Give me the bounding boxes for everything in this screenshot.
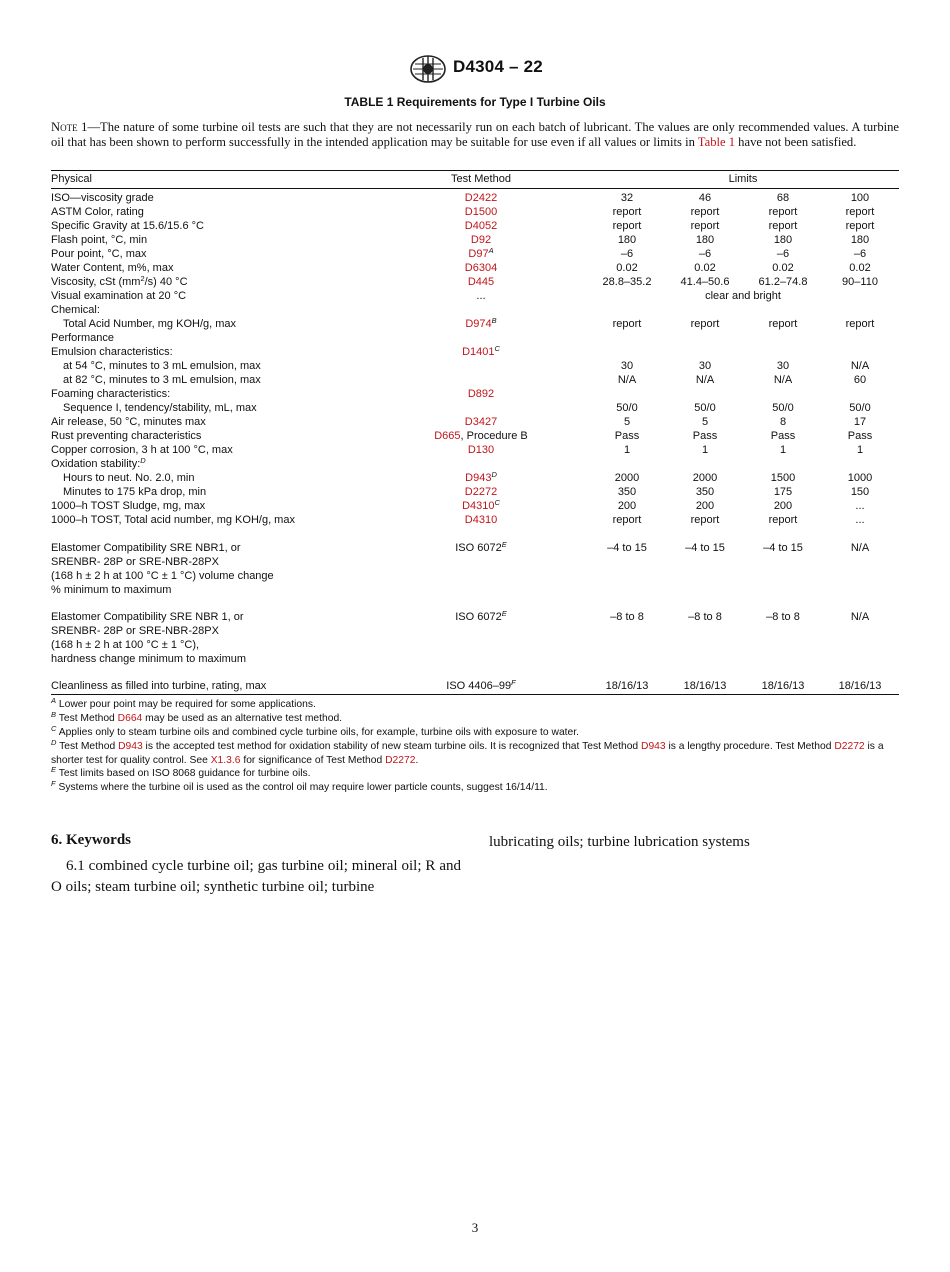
table-row: Air release, 50 °C, minutes max D3427 5 5 8 17 — [51, 416, 867, 428]
table-row: at 82 °C, minutes to 3 mL emulsion, max N/A N/A N/A 60 — [63, 374, 867, 386]
d2272-link[interactable]: D2272 — [385, 754, 416, 766]
method-link[interactable]: D92 — [470, 234, 492, 246]
note-text-before: —The nature of some turbine oil tests are such that they are not necessarily run on each batch of lubricant. The values are only recommended values. A turbine oil that has been shown to perform successfully in the intended application may be suitable for use even if all values or limits in — [51, 120, 899, 150]
method-link[interactable]: D665 — [434, 430, 461, 442]
table-row: Water Content, m%, max D6304 0.02 0.02 0.02 0.02 — [51, 262, 871, 274]
table-row: Flash point, °C, min D92 180 180 180 180 — [51, 234, 870, 246]
table-note — [51, 120, 899, 151]
table-row: Minutes to 175 kPa drop, min D2272 350 350 175 150 — [63, 486, 870, 498]
footnote-f: $^F$ Systems where the turbine oil is used as the control oil may require lower particle counts, suggest 16/14/11. — [51, 779, 548, 793]
table-row: at 54 °C, minutes to 3 mL emulsion, max 30 30 30 N/A — [63, 360, 870, 372]
method-link[interactable]: D97 — [468, 248, 489, 260]
table-row: 1000–h TOST Sludge, mg, max $D4310^C$ 200 200 200 ... — [51, 498, 865, 512]
note-label: Note 1 — [51, 120, 88, 134]
table-row: Performance — [51, 332, 114, 344]
table-row: ISO—viscosity grade D2422 32 46 68 100 — [51, 192, 870, 204]
method-link[interactable]: D892 — [467, 388, 495, 400]
method-link[interactable]: D1500 — [464, 206, 498, 218]
method-link[interactable]: D4310 — [464, 514, 498, 526]
table-row: Chemical: — [51, 304, 100, 316]
table-row: Pour point, °C, max $D97^A$ –6 –6 –6 –6 — [51, 246, 867, 260]
method-link[interactable]: D3427 — [464, 416, 498, 428]
table-title: TABLE 1 Requirements for Type I Turbine Oils — [344, 95, 606, 109]
footnote-c: $^C$ Applies only to steam turbine oils and combined cycle turbine oils, for example, turbine oils with exposure to water. — [51, 724, 579, 738]
method-link[interactable]: D974 — [465, 318, 492, 330]
method-link[interactable]: D4310 — [462, 500, 495, 512]
section-heading-keywords: 6. Keywords — [51, 832, 131, 848]
table-row: Emulsion characteristics: $D1401^C$ — [51, 344, 500, 358]
d664-link[interactable]: D664 — [117, 713, 143, 724]
method-link[interactable]: D2272 — [464, 486, 498, 498]
table-row: Specific Gravity at 15.6/15.6 °C D4052 report report report report — [51, 220, 875, 232]
note-text-after: have not been satisfied. — [735, 135, 857, 150]
table-row: Total Acid Number, mg KOH/g, max $D974^B$ report report report report — [63, 316, 875, 330]
footnote-b: $^B$ Test Method D664 may be used as an alternative test method. — [51, 710, 343, 724]
footnote-d: $^D$ Test Method D943 is the accepted test method for oxidation stability of new steam turbine oils. It is recognized that Test Method D943 is a lengthy procedure. Test Method D2272 is a shorter test for quality control. See X1.3.6 for significance of Test Method D2272. — [51, 738, 884, 766]
col-header-limits: Limits — [728, 173, 758, 185]
table-row: Foaming characteristics: D892 — [51, 387, 899, 401]
document-id: D4304 – 22 — [453, 57, 543, 76]
astm-logo-icon — [409, 55, 447, 83]
method-link[interactable]: D943 — [465, 472, 492, 484]
method-link[interactable]: D2422 — [464, 192, 498, 204]
table-row: Viscosity, cSt $(mm^2/s)$ 40 °C D445 28.8–35.2 41.4–50.6 61.2–74.8 90–110 — [51, 274, 878, 288]
method-link[interactable]: D6304 — [464, 262, 498, 274]
page-number: 3 — [471, 1220, 479, 1235]
table-row: Oxidation stability:$^D$ — [51, 456, 146, 470]
keywords-paragraph-continued: lubricating oils; turbine lubrication systems — [489, 834, 750, 850]
d943-link[interactable]: D943 — [641, 741, 666, 752]
table-row: Sequence I, tendency/stability, mL, max 50/0 50/0 50/0 50/0 — [63, 402, 871, 414]
table-row: 1000–h TOST, Total acid number, mg KOH/g, max D4310 report report report ... — [51, 514, 865, 526]
keywords-paragraph: 6.1 combined cycle turbine oil; gas turbine oil; mineral oil; R and O oils; steam turbine oil; synthetic turbine oil; turbine — [51, 858, 461, 895]
table-row: Cleanliness as filled into turbine, rating, max ISO $4406-99^F$ 18/16/13 18/16/13 18/16/13 18/16/13 — [51, 678, 882, 692]
col-header-physical: Physical — [51, 173, 92, 185]
x1-3-6-link[interactable]: X1.3.6 — [210, 754, 241, 766]
col-header-test-method: Test Method — [451, 173, 511, 185]
table-row: Copper corrosion, 3 h at 100 °C, max D130 1 1 1 1 — [51, 444, 864, 456]
table-1-link[interactable]: Table 1 — [697, 135, 736, 150]
method-link[interactable]: D130 — [467, 444, 495, 456]
method-link[interactable]: D445 — [467, 276, 495, 288]
table-row: Visual examination at 20 °C ... clear and bright — [51, 290, 781, 302]
method-link[interactable]: D4052 — [464, 220, 498, 232]
footnote-a: $^A$ Lower pour point may be required for some applications. — [51, 696, 316, 710]
page-header — [0, 55, 950, 85]
table-row: ASTM Color, rating D1500 report report report report — [51, 206, 875, 218]
table-row: Rust preventing characteristics D665, Procedure B Pass Pass Pass Pass — [51, 430, 873, 442]
method-link[interactable]: D1401 — [462, 346, 495, 358]
table-row: Hours to neut. No. 2.0, min $D943^D$ 2000 2000 1500 1000 — [63, 470, 873, 484]
table-row: Elastomer Compatibility SRE NBR1, or ISO $6072^E$ –4 to 15 –4 to 15 –4 to 15 N/A — [51, 540, 870, 554]
d2272-link[interactable]: D2272 — [834, 741, 865, 752]
d943-link[interactable]: D943 — [118, 741, 143, 752]
table-row: Elastomer Compatibility SRE NBR 1, or ISO $6072^E$ –8 to 8 –8 to 8 –8 to 8 N/A — [51, 609, 870, 623]
footnote-e: $^E$ Test limits based on ISO 8068 guidance for turbine oils. — [51, 765, 311, 779]
